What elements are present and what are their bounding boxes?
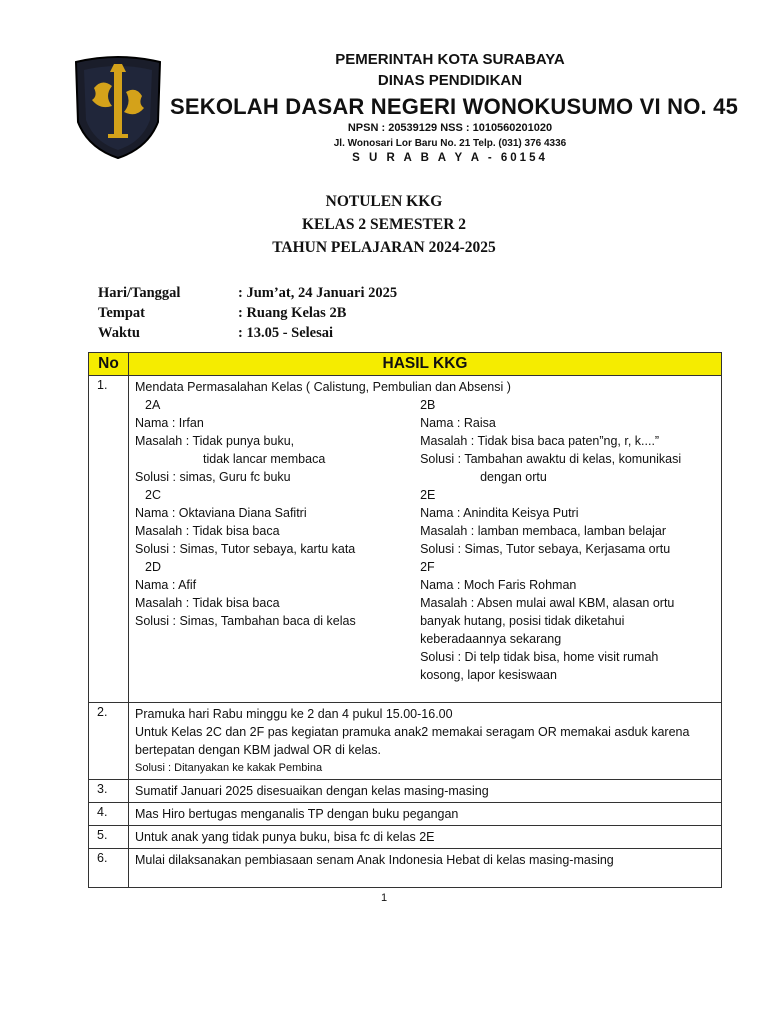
table-header-row bbox=[89, 353, 722, 376]
surabaya-emblem bbox=[72, 52, 164, 160]
solution-text: Solusi : simas, Guru fc buku bbox=[135, 470, 291, 484]
row-number: 4. bbox=[89, 803, 129, 826]
class-label: 2A bbox=[145, 398, 161, 412]
class-label: 2E bbox=[420, 488, 436, 502]
row-text: Solusi : Ditanyakan ke kakak Pembina bbox=[135, 762, 323, 774]
results-table bbox=[88, 352, 722, 888]
row-text: Untuk Kelas 2C dan 2F pas kegiatan pramuka anak2 memakai seragam OR memakai asduk karena bertepatan dengan KBM jadwal OR di kelas. bbox=[135, 725, 690, 757]
student-name: Nama : Raisa bbox=[420, 416, 496, 430]
student-name: Nama : Irfan bbox=[135, 416, 204, 430]
row1-title: Mendata Permasalahan Kelas ( Calistung, Pembulian dan Absensi ) bbox=[135, 380, 511, 394]
table-row bbox=[89, 826, 722, 849]
solution-text: kosong, lapor kesiswaan bbox=[420, 668, 557, 682]
row-content bbox=[129, 703, 722, 780]
info-time: Waktu : 13.05 - Selesai bbox=[98, 325, 334, 341]
table-row bbox=[89, 703, 722, 780]
problem-text: keberadaannya sekarang bbox=[420, 632, 562, 646]
problem-text: Masalah : Tidak punya buku, bbox=[135, 434, 295, 448]
info-date: Hari/Tanggal : Jum’at, 24 Januari 2025 bbox=[98, 285, 398, 301]
solution-text: Solusi : Di telp tidak bisa, home visit rumah bbox=[420, 650, 659, 664]
header-school-name: SEKOLAH DASAR NEGERI WONOKUSUMO VI NO. 45 bbox=[170, 94, 739, 119]
solution-text: Solusi : Simas, Tambahan baca di kelas bbox=[135, 614, 356, 628]
row-number: 1. bbox=[89, 376, 129, 703]
table-row bbox=[89, 849, 722, 888]
student-name: Nama : Afif bbox=[135, 578, 197, 592]
solution-text: Solusi : Tambahan awaktu di kelas, komunikasi bbox=[420, 452, 682, 466]
solution-text: Solusi : Simas, Tutor sebaya, Kerjasama ortu bbox=[420, 542, 671, 556]
class-columns bbox=[135, 396, 715, 684]
problem-text: Masalah : Tidak bisa baca paten”ng, r, k....” bbox=[420, 434, 660, 448]
row-content bbox=[129, 376, 722, 703]
row-content: Mulai dilaksanakan pembiasaan senam Anak Indonesia Hebat di kelas masing-masing bbox=[129, 849, 722, 888]
header-government: PEMERINTAH KOTA SURABAYA bbox=[335, 51, 565, 68]
row-number: 2. bbox=[89, 703, 129, 780]
row-number: 6. bbox=[89, 849, 129, 888]
table-row bbox=[89, 803, 722, 826]
row-text: Pramuka hari Rabu minggu ke 2 dan 4 pukul 15.00-16.00 bbox=[135, 707, 453, 721]
problem-text: Masalah : Absen mulai awal KBM, alasan ortu bbox=[420, 596, 675, 610]
class-label: 2B bbox=[420, 398, 436, 412]
left-column bbox=[135, 396, 420, 684]
class-label: 2F bbox=[420, 560, 435, 574]
info-place: Tempat : Ruang Kelas 2B bbox=[98, 305, 347, 321]
solution-text: Solusi : Simas, Tutor sebaya, kartu kata bbox=[135, 542, 356, 556]
table-row bbox=[89, 780, 722, 803]
class-label: 2D bbox=[145, 560, 161, 574]
student-name: Nama : Anindita Keisya Putri bbox=[420, 506, 579, 520]
problem-text: Masalah : Tidak bisa baca bbox=[135, 524, 280, 538]
row-content: Untuk anak yang tidak punya buku, bisa fc di kelas 2E bbox=[129, 826, 722, 849]
row-content: Sumatif Januari 2025 disesuaikan dengan kelas masing-masing bbox=[129, 780, 722, 803]
problem-text: Masalah : Tidak bisa baca bbox=[135, 596, 280, 610]
student-name: Nama : Moch Faris Rohman bbox=[420, 578, 577, 592]
student-name: Nama : Oktaviana Diana Safitri bbox=[135, 506, 307, 520]
doc-subtitle-class: KELAS 2 SEMESTER 2 bbox=[301, 216, 467, 233]
header-no: No bbox=[89, 353, 129, 376]
solution-text: dengan ortu bbox=[480, 470, 547, 484]
header-result: HASIL KKG bbox=[129, 353, 722, 376]
header-ids: NPSN : 20539129 NSS : 1010560201020 bbox=[347, 122, 553, 134]
doc-title: NOTULEN KKG bbox=[325, 193, 443, 210]
row-content: Mas Hiro bertugas menganalis TP dengan buku pegangan bbox=[129, 803, 722, 826]
problem-text: banyak hutang, posisi tidak diketahui bbox=[420, 614, 625, 628]
header-department: DINAS PENDIDIKAN bbox=[377, 72, 523, 89]
class-label: 2C bbox=[145, 488, 161, 502]
page-number: 1 bbox=[380, 892, 388, 904]
header-address: Jl. Wonosari Lor Baru No. 21 Telp. (031) 376 4336 bbox=[333, 138, 567, 149]
problem-text: tidak lancar membaca bbox=[203, 452, 326, 466]
right-column bbox=[420, 396, 715, 684]
problem-text: Masalah : lamban membaca, lamban belajar bbox=[420, 524, 667, 538]
row-number: 3. bbox=[89, 780, 129, 803]
table-row bbox=[89, 376, 722, 703]
doc-subtitle-year: TAHUN PELAJARAN 2024-2025 bbox=[272, 239, 496, 256]
row-number: 5. bbox=[89, 826, 129, 849]
header-city: S U R A B A Y A - 60154 bbox=[352, 152, 548, 164]
